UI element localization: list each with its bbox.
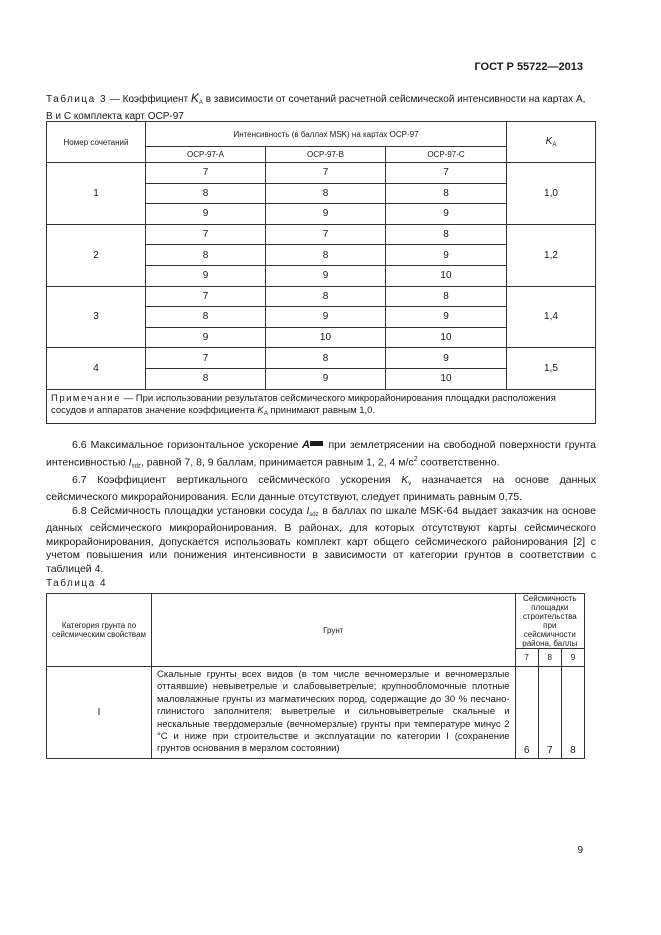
intensity-cell: 9: [265, 368, 385, 389]
intensity-cell: 9: [385, 204, 506, 225]
intensity-cell: 7: [146, 286, 266, 307]
standard-number: ГОСТ Р 55722—2013: [474, 61, 583, 73]
col-b-header: ОСР-97-В: [265, 147, 385, 163]
combo-number-cell: 4: [47, 348, 146, 389]
intensity-cell: 7: [146, 224, 266, 245]
intensity-cell: 9: [385, 245, 506, 266]
intensity-cell: 8: [385, 183, 506, 204]
paragraph-6-7: 6.7 Коэффициент вертикального сейсмического ускорения $K_v$ назначается на основе данных сейсмического микрорайонирования. Если данные отсутствуют, следует принимать равным 0,75.: [46, 473, 596, 503]
intensity-cell: 7: [146, 163, 266, 184]
intensity-cell: 8: [146, 307, 266, 328]
intensity-cell: 9: [146, 327, 266, 348]
soil-category-cell: I: [47, 667, 152, 759]
intensity-cell: 10: [265, 327, 385, 348]
intensity-cell: 8: [265, 183, 385, 204]
combo-number-cell: 2: [47, 224, 146, 286]
intensity-cell: 9: [146, 265, 266, 286]
combo-number-cell: 1: [47, 163, 146, 225]
soil-description-cell: Скальные грунты всех видов (в том числе вечномерзлые и вечномерзлые оттаявшие) невыветрелые и слабовыветрелые; крупнообломочные плотные маловлажные грунты из магматических пород, содержащие до 30 % песчано-глинистого заполнителя; выветрелые и сильновыветрелые скальные и нескальные твердомерзлые (вечномерзлые) грунты при температуре минус 2 °С и ниже при строительстве и эксплуатации по категории I (сохранение грунтов основания в мерзлом состоянии): [152, 667, 516, 759]
col-intensity-header: Интенсивность (в баллах MSK) на картах ОСР-97: [146, 122, 507, 147]
intensity-cell: 9: [265, 204, 385, 225]
intensity-cell: 7: [265, 224, 385, 245]
col-8-header: 8: [538, 649, 561, 667]
col-7-header: 7: [515, 649, 538, 667]
seismicity-7-cell: 6: [515, 667, 538, 759]
table3-note: Примечание — При использовании результатов сейсмического микрорайонирования площадки расположения сосудов и аппаратов значение коэффициента $K_A$ принимают равным 1,0.: [47, 389, 596, 423]
col-a-header: ОСР-97-А: [146, 147, 266, 163]
intensity-cell: 7: [265, 163, 385, 184]
intensity-cell: 7: [146, 348, 266, 369]
intensity-cell: 8: [146, 245, 266, 266]
intensity-cell: 7: [385, 163, 506, 184]
intensity-cell: 9: [265, 265, 385, 286]
table-row: [47, 224, 596, 245]
intensity-cell: 9: [385, 307, 506, 328]
page-number: 9: [577, 845, 583, 856]
table-row: [47, 348, 596, 369]
intensity-cell: 9: [146, 204, 266, 225]
k-value-cell: 1,2: [507, 224, 596, 286]
col-category-header: Категория грунта по сейсмическим свойствам: [47, 594, 152, 667]
intensity-cell: 8: [385, 224, 506, 245]
combo-number-cell: 3: [47, 286, 146, 348]
col-9-header: 9: [561, 649, 584, 667]
intensity-cell: 10: [385, 265, 506, 286]
col-k-header: $K_A$: [507, 122, 596, 163]
seismicity-8-cell: 7: [538, 667, 561, 759]
col-seismicity-header: Сейсмичность площадки строительства при сейсмичности района, баллы: [515, 594, 584, 649]
col-soil-header: Грунт: [152, 594, 516, 667]
intensity-cell: 8: [146, 368, 266, 389]
intensity-cell: 8: [265, 245, 385, 266]
table4: [46, 593, 585, 759]
svg-text:A: A: [302, 439, 311, 449]
table-row: [47, 163, 596, 184]
table3: [46, 121, 596, 424]
intensity-cell: 8: [385, 286, 506, 307]
col-combo-header: Номер сочетаний: [47, 122, 146, 163]
table3-caption: Таблица 3 — Коэффициент $K_A$ в зависимости от сочетаний расчетной сейсмической интенсивности на картах А, В и С комплекта карт ОСР-97: [46, 91, 586, 122]
table-row: [47, 286, 596, 307]
paragraph-6-8: 6.8 Сейсмичность площадки установки сосуда $I_{sdz}$ в баллах по шкале MSK-64 выдает заказчик на основе данных сейсмического микрорайонирования. В районах, для которых отсутствуют карты сейсмического микрорайонирования, допускается использовать комплект карт общего сейсмического районирования [2] с учетом повышения или понижения интенсивности в зависимости от категории грунтов в соответствии с таблицей 4.: [46, 504, 596, 575]
table3-label: Таблица 3: [46, 94, 108, 105]
acceleration-symbol-icon: [302, 439, 324, 449]
intensity-cell: 9: [265, 307, 385, 328]
seismicity-9-cell: 8: [561, 667, 584, 759]
table4-caption: Таблица 4: [46, 578, 108, 589]
intensity-cell: 8: [146, 183, 266, 204]
k-value-cell: 1,4: [507, 286, 596, 348]
intensity-cell: 9: [385, 348, 506, 369]
section-6-6-8: [46, 439, 596, 576]
col-c-header: ОСР-97-С: [385, 147, 506, 163]
k-value-cell: 1,0: [507, 163, 596, 225]
intensity-cell: 10: [385, 327, 506, 348]
intensity-cell: 10: [385, 368, 506, 389]
intensity-cell: 8: [265, 286, 385, 307]
k-value-cell: 1,5: [507, 348, 596, 389]
table-row: [47, 667, 585, 759]
paragraph-6-6: 6.6 Максимальное горизонтальное ускорение A при землетрясении на свободной поверхности грунта интенсивностью $I_{sdz}$, равной 7, 8, 9 баллам, принимается равным 1, 2, 4 $м/с^2$ соответственно.: [46, 439, 596, 469]
intensity-cell: 8: [265, 348, 385, 369]
